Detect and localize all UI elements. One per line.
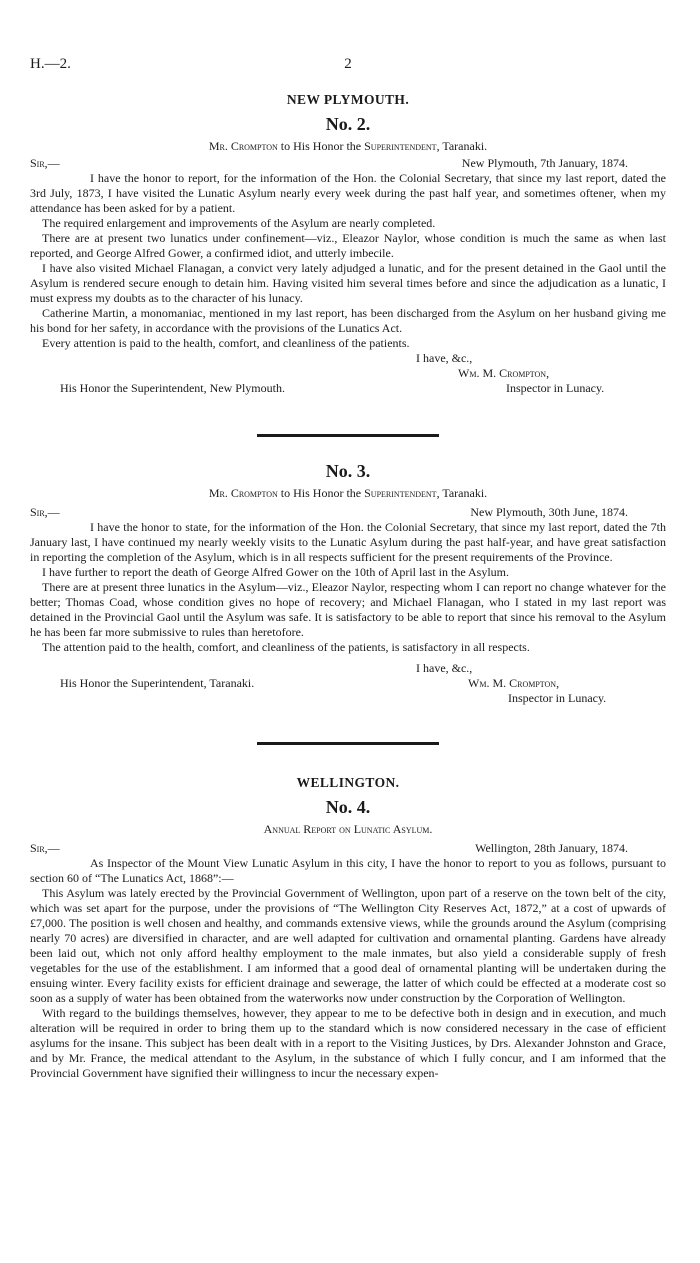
letter-no-3 (30, 461, 666, 706)
letter-number: No. 3. (325, 461, 371, 481)
section-divider (257, 742, 439, 745)
signature-title-row (30, 691, 666, 706)
paragraph: As Inspector of the Mount View Lunatic Asylum in this city, I have the honor to report to you as follows, pursuant to section 60 of “The Lunatics Act, 1868”:— (30, 856, 666, 885)
letter-date: New Plymouth, 30th June, 1874. (470, 505, 628, 519)
letter-no-4 (30, 775, 666, 1081)
from-place: , Taranaki. (436, 486, 488, 500)
from-mid: to His Honor the (277, 139, 365, 153)
paragraph: With regard to the buildings themselves, however, they appear to me to be defective both in design and in execution, and much alteration will be required in order to bring them up to the standard which is now considered necessary in the case of efficient asylums for the insane. This subject has been dealt with in a report to the Visiting Justices, by Drs. Alexander Johnston and Grace, and by Mr. France, the medical attendant to the Asylum, in the substance of which I fully concur, and I am informed that the Provincial Government have signified their willingness to incur the necessary expen- (30, 1006, 666, 1080)
paragraph: I have further to report the death of George Alfred Gower on the 10th of April last in the Asylum. (42, 565, 509, 579)
salutation: Sir,— (30, 505, 60, 519)
region-heading: WELLINGTON. (296, 775, 400, 790)
signature: Wm. M. Crompton, (458, 366, 550, 380)
letter-closing (30, 351, 666, 381)
from-mid: to His Honor the (277, 486, 365, 500)
paragraph: I have the honor to state, for the information of the Hon. the Colonial Secretary, that since my last report, dated the 7th January last, I have continued my nearly weekly visits to the Lunatic Asylum during the past half-year, and have great satisfaction in reporting the completion of the Asylum, which is in all respects sufficient for the present requirements of the Province. (30, 520, 666, 564)
document-reference: H.—2. (30, 56, 71, 72)
closing-phrase: I have, &c., (416, 661, 473, 675)
paragraph: I have also visited Michael Flanagan, a convict very lately adjudged a lunatic, and for the present detained in the Gaol until the Asylum is rendered secure enough to detain him. Having visited him several times before and since the adjudication as a lunatic, I must express my doubts as to the character of his lunacy. (30, 261, 666, 305)
letter-body (30, 520, 666, 655)
section-divider (257, 434, 439, 437)
region-heading: NEW PLYMOUTH. (286, 92, 410, 107)
closing-row (30, 661, 666, 676)
closing-phrase: I have, &c., (416, 351, 473, 365)
recipient: His Honor the Superintendent, Taranaki. (60, 676, 255, 690)
letter-body (30, 171, 666, 351)
page-header (30, 0, 666, 78)
letter-date: Wellington, 28th January, 1874. (475, 841, 628, 855)
letter-body (30, 856, 666, 1081)
paragraph: There are at present three lunatics in the Asylum—viz., Eleazor Naylor, respecting whom I can report no change whatever for the better; Thomas Coad, whose condition gives no hope of recovery; and Michael Flanagan, who I stated in my last report was detained in the Provincial Gaol until the Asylum was safe. It is satisfactory to be able to report that since his removal to the Asylum he has been far more submissive to rules than heretofore. (30, 580, 666, 639)
letter-number: No. 2. (325, 114, 371, 134)
paragraph: Catherine Martin, a monomaniac, mentioned in my last report, has been discharged from the Asylum on her husband giving me his bond for her safety, in accordance with the provisions of the Lunatics Act. (30, 306, 666, 335)
paragraph: There are at present two lunatics under confinement—viz., Eleazor Naylor, whose condition is much the same as when last reported, and George Alfred Gower, a confirmed idiot, and utterly imbecile. (30, 231, 666, 260)
signature-title: Inspector in Lunacy. (508, 691, 607, 705)
letter-from-line (30, 139, 666, 154)
salutation-row (30, 841, 666, 856)
salutation: Sir,— (30, 156, 60, 170)
recipient-title: Superintendent (364, 139, 437, 153)
paragraph: I have the honor to report, for the information of the Hon. the Colonial Secretary, that since my last report, dated the 3rd July, 1873, I have visited the Lunatic Asylum nearly every week during the past half year, and sometimes oftener, when my attendance has been asked for by a patient. (30, 171, 666, 215)
recipient-row (30, 676, 666, 691)
sender-name: Mr. Crompton (208, 139, 278, 153)
report-subtitle: Annual Report on Lunatic Asylum. (263, 822, 433, 836)
letter-date: New Plymouth, 7th January, 1874. (461, 156, 628, 170)
letter-number: No. 4. (325, 797, 371, 817)
salutation-row (30, 156, 666, 171)
sender-name: Mr. Crompton (208, 486, 278, 500)
letter-no-2 (30, 92, 666, 396)
recipient-row (30, 381, 666, 396)
recipient-title: Superintendent (364, 486, 437, 500)
paragraph: The required enlargement and improvements of the Asylum are nearly completed. (42, 216, 436, 230)
recipient: His Honor the Superintendent, New Plymouth. (60, 381, 285, 395)
paragraph: The attention paid to the health, comfort, and cleanliness of the patients, is satisfactory in all respects. (42, 640, 530, 654)
signature: Wm. M. Crompton, (468, 676, 560, 690)
signature-title: Inspector in Lunacy. (506, 381, 605, 395)
salutation: Sir,— (30, 841, 60, 855)
letter-from-line (30, 486, 666, 501)
paragraph: This Asylum was lately erected by the Provincial Government of Wellington, upon part of a reserve on the town belt of the city, which was set apart for the purpose, under the provisions of “The Wellington City Reserves Act, 1872,” at a cost of upwards of £7,000. The position is well chosen and healthy, and commands extensive views, while the grounds around the Asylum (comprising nearly 70 acres) are diversified in character, and are well adapted for cultivation and ornamental planting. Gardens have already been laid out, which not only afford healthy employment to the male inmates, but also yield a considerable supply of fresh vegetables for the use of the establishment. I am informed that a good deal of ornamental planting will be undertaken during the ensuing winter. Every facility exists for efficient drainage and sewerage, the latter of which could be effected at a moderate cost so soon as a supply of water has been obtained from the waterworks now under construction by the Corporation of Wellington. (30, 886, 666, 1005)
salutation-row (30, 505, 666, 520)
page-number: 2 (344, 56, 352, 72)
from-place: , Taranaki. (436, 139, 488, 153)
paragraph: Every attention is paid to the health, comfort, and cleanliness of the patients. (42, 336, 410, 350)
